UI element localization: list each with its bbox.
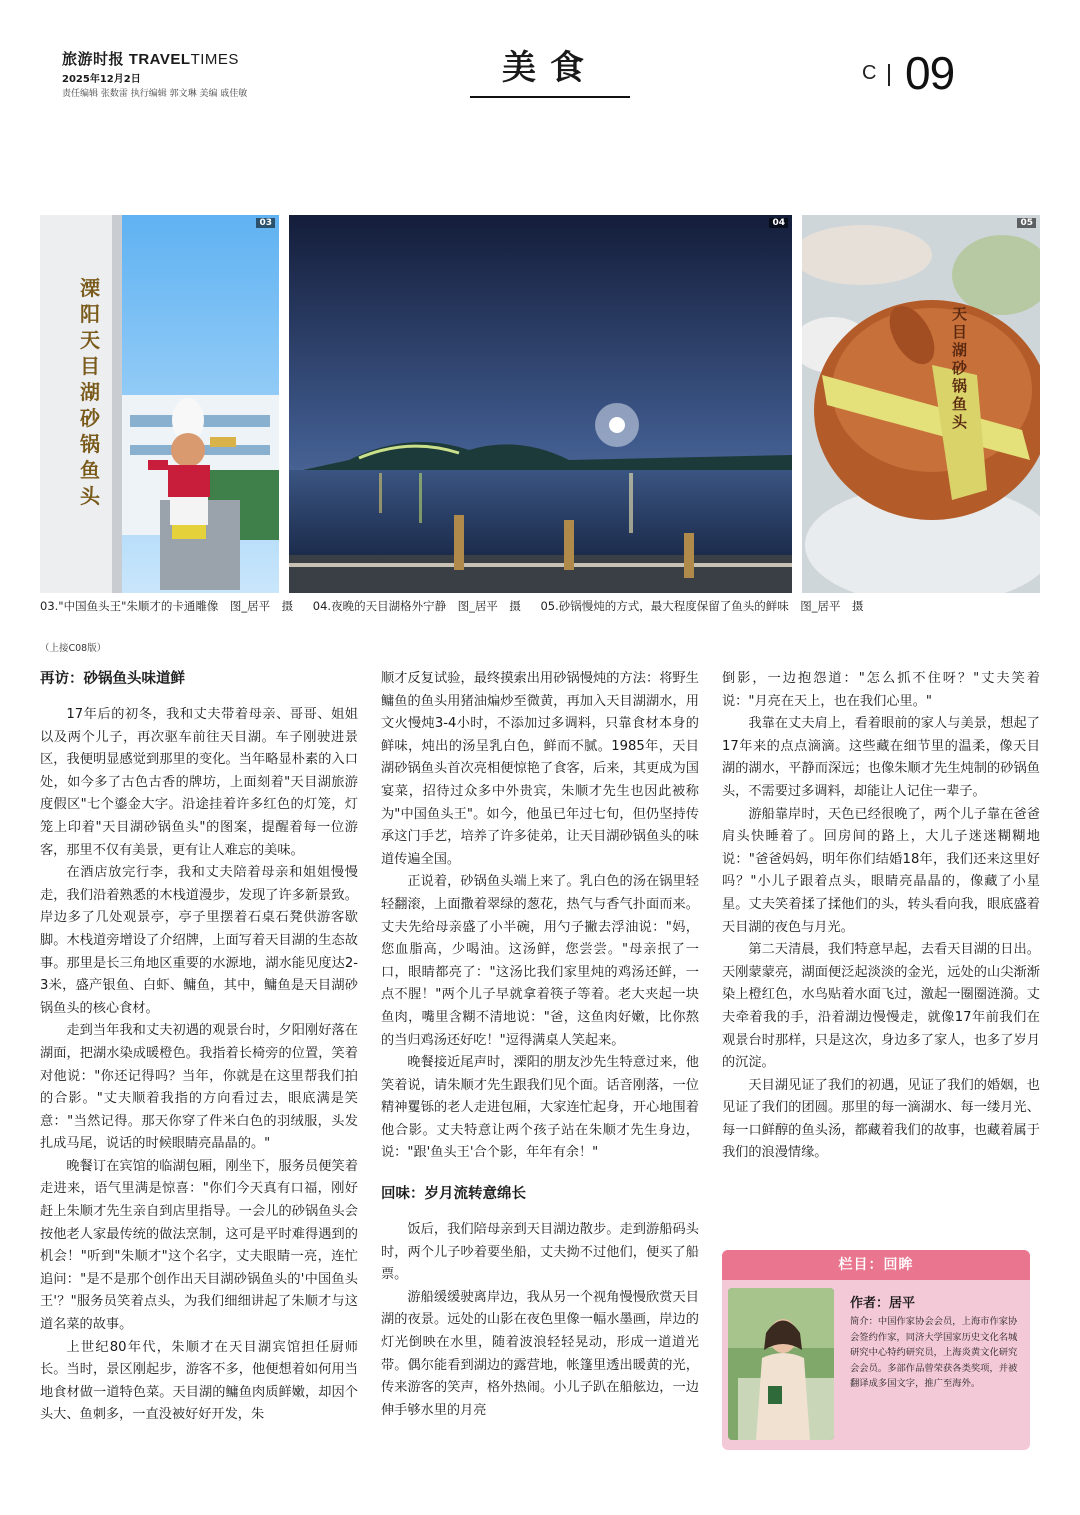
paragraph: 上世纪80年代，朱顺才在天目湖宾馆担任厨师长。当时，景区刚起步，游客不多，他便想着如何用当地食材做一道特色菜。天目湖的鳙鱼肉质鲜嫩，却因个头大、鱼刺多，一直没被好好开发，朱 — [40, 1339, 358, 1423]
author-photo — [728, 1288, 834, 1440]
issue-date: 2025年12月2日 — [62, 74, 141, 85]
page-letter: C — [862, 62, 877, 84]
photo-captions — [40, 598, 1040, 614]
author-box — [722, 1250, 1030, 1450]
paragraph: 晚餐订在宾馆的临湖包厢，刚坐下，服务员便笑着走进来，语气里满是惊喜："你们今天真有口福，刚好赶上朱顺才先生亲自到店里指导。一会儿的砂锅鱼头会按他老人家最传统的做法烹制，这可是平时难得遇到的机会！"听到"朱顺才"这个名字，丈夫眼睛一亮，连忙追问："是不是那个创作出天目湖砂锅鱼头的'中国鱼头王'？"服务员笑着点头，为我们细细讲起了朱顺才与这道名菜的故事。 — [40, 1158, 358, 1333]
pot-text: 天目湖砂锅鱼头 — [952, 305, 968, 431]
continued-note: （上接C08版） — [40, 643, 107, 654]
paragraph: 游船缓缓驶离岸边，我从另一个视角慢慢欣赏天目湖的夜景。远处的山影在夜色里像一幅水墨画，岸边的灯光倒映在水里，随着波浪轻轻晃动，形成一道道光带。偶尔能看到湖边的露营地，帐篷里透出暖黄的光，传来游客的笑声，格外热闹。小儿子趴在船舷边，一边伸手够水里的月亮 — [381, 1289, 699, 1418]
paper-name — [62, 48, 239, 69]
author-bio: 简介：中国作家协会会员，上海市作家协会签约作家，同济大学国家历史文化名城研究中心特约研究员，上海炎黄文化研究会会员。多部作品曾荣获各类奖项，并被翻译成多国文字，推广至海外。 — [850, 1316, 1018, 1389]
photo-tag: 04 — [769, 218, 788, 228]
article-column-1 — [40, 668, 358, 1427]
article-column-3 — [722, 668, 1040, 1165]
column-label: 栏目：回眸 — [722, 1250, 1030, 1280]
section-rule — [470, 96, 630, 98]
paragraph: 晚餐接近尾声时，溧阳的朋友沙先生特意过来，他笑着说，请朱顺才先生跟我们见个面。话音刚落，一位精神矍铄的老人走进包厢，大家连忙起身，开心地围着他合影。丈夫特意让两个孩子站在朱顺才先生身边，说："跟'鱼头王'合个影，年年有余！" — [381, 1055, 699, 1161]
paragraph: 倒影，一边抱怨道："怎么抓不住呀？"丈夫笑着说："月亮在天上，也在我们心里。" — [722, 671, 1040, 709]
photo-tag: 03 — [256, 218, 275, 228]
paper-name-cn: 旅游时报 — [62, 50, 125, 68]
article-column-2 — [381, 668, 699, 1422]
subheading-revisit: 再访：砂锅鱼头味道鲜 — [40, 671, 185, 687]
paragraph: 饭后，我们陪母亲到天目湖边散步。走到游船码头时，两个儿子吵着要坐船，丈夫拗不过他们，便买了船票。 — [381, 1222, 699, 1283]
paragraph: 17年后的初冬，我和丈夫带着母亲、哥哥、姐姐以及两个儿子，再次驱车前往天目湖。车子刚驶进景区，我便明显感觉到那里的变化。当年略显朴素的入口处，如今多了古色古香的牌坊，上面刻着"天目湖旅游度假区"七个鎏金大字。沿途挂着许多红色的灯笼，灯笼上印着"天目湖砂锅鱼头"的图案，提醒着每一位游客，那里不仅有美景，更有让人难忘的美味。 — [40, 707, 358, 858]
sign-text: 溧阳天目湖砂锅鱼头 — [80, 276, 100, 508]
photo-tag: 05 — [1017, 218, 1036, 228]
caption-04: 04.夜晚的天目湖格外宁静 图_居平 摄 — [312, 599, 521, 613]
paragraph: 顺才反复试验，最终摸索出用砂锅慢炖的方法：将野生鳙鱼的鱼头用猪油煸炒至微黄，再加入天目湖湖水，用文火慢炖3-4小时，不添加过多调料，只靠食材本身的鲜味，炖出的汤呈乳白色，鲜而不腻。1985年，天目湖砂锅鱼头首次亮相便惊艳了食客，后来，其更成为国宴菜，招待过众多中外贵宾，朱顺才先生也因此被称为"中国鱼头王"。如今，他虽已年过七旬，但仍坚持传承这门手艺，培养了许多徒弟，让天目湖砂锅鱼头的味道传遍全国。 — [381, 671, 699, 867]
section-title: 美食 — [502, 48, 598, 88]
caption-03: 03."中国鱼头王"朱顺才的卡通雕像 图_居平 摄 — [40, 599, 294, 613]
paragraph: 第二天清晨，我们特意早起，去看天目湖的日出。天刚蒙蒙亮，湖面便泛起淡淡的金光，远处的山尖渐渐染上橙红色，水鸟贴着水面飞过，激起一圈圈涟漪。丈夫牵着我的手，沿着湖边慢慢走，就像17年前我们在观景台时那样，只是这次，身边多了家人，也多了岁月的沉淀。 — [722, 942, 1040, 1071]
paper-name-en-light: TIMES — [190, 51, 239, 68]
subheading-reminisce: 回味：岁月流转意绵长 — [381, 1186, 526, 1203]
paragraph: 走到当年我和丈夫初遇的观景台时，夕阳刚好落在湖面，把湖水染成暖橙色。我指着长椅旁的位置，笑着对他说："你还记得吗？当年，你就是在这里帮我们拍的合影。"丈夫顺着我指的方向看过去，眼底满是笑意："当然记得。那天你穿了件米白色的羽绒服，头发扎成马尾，说话的时候眼睛亮晶晶的。" — [40, 1023, 358, 1152]
paragraph: 天目湖见证了我们的初遇，见证了我们的婚姻，也见证了我们的团圆。那里的每一滴湖水、每一缕月光、每一口鲜醇的鱼头汤，都藏着我们的故事，也藏着属于我们的浪漫情缘。 — [722, 1077, 1040, 1161]
editor-credits: 责任编辑 张数雷 执行编辑 郭文琳 美编 戚佳敏 — [62, 89, 248, 99]
paragraph: 我靠在丈夫肩上，看着眼前的家人与美景，想起了17年来的点点滴滴。这些藏在细节里的温柔，像天目湖的湖水，平静而深远；也像朱顺才先生炖制的砂锅鱼头，不需要过多调料，却能让人记住一辈子。 — [722, 716, 1040, 799]
page-divider — [888, 64, 890, 86]
paragraph: 游船靠岸时，天色已经很晚了，两个儿子靠在爸爸肩头快睡着了。回房间的路上，大儿子迷迷糊糊地说："爸爸妈妈，明年你们结婚18年，我们还来这里好吗？"小儿子跟着点头，眼睛亮晶晶的，像藏了小星星。丈夫笑着揉了揉他们的头，转头看向我，眼底盛着天目湖的夜色与月光。 — [722, 806, 1040, 935]
photo-fish-head-pot — [802, 215, 1040, 593]
caption-05: 05.砂锅慢炖的方式，最大程度保留了鱼头的鲜味 图_居平 摄 — [540, 599, 864, 613]
paragraph: 在酒店放完行李，我和丈夫陪着母亲和姐姐慢慢走，我们沿着熟悉的木栈道漫步，发现了许多新景致。岸边多了几处观景亭，亭子里摆着石桌石凳供游客歇脚。木栈道旁增设了介绍牌，上面写着天目湖的生态故事。那里是长三角地区重要的水源地，湖水能见度达2-3米，盛产银鱼、白虾、鳙鱼，其中，鳙鱼是天目湖砂锅鱼头的核心食材。 — [40, 865, 358, 1016]
photo-chef-statue — [40, 215, 279, 593]
page-number: 09 — [905, 47, 955, 99]
author-name: 作者：居平 — [850, 1296, 916, 1311]
photo-night-lake — [289, 215, 792, 593]
paper-name-en-bold: TRAVEL — [128, 51, 191, 68]
paragraph: 正说着，砂锅鱼头端上来了。乳白色的汤在锅里轻轻翻滚，上面撒着翠绿的葱花，热气与香气扑面而来。丈夫先给母亲盛了小半碗，用勺子撇去浮油说："妈，您血脂高，少喝油。这汤鲜，您尝尝。"母亲抿了一口，眼睛都亮了："这汤比我们家里炖的鸡汤还鲜，一点不腥！"两个儿子早就拿着筷子等着。老大夹起一块鱼肉，嘴里含糊不清地说："爸，这鱼肉好嫩，比你熬的当归鸡汤还好吃！"逗得满桌人笑起来。 — [381, 874, 699, 1048]
